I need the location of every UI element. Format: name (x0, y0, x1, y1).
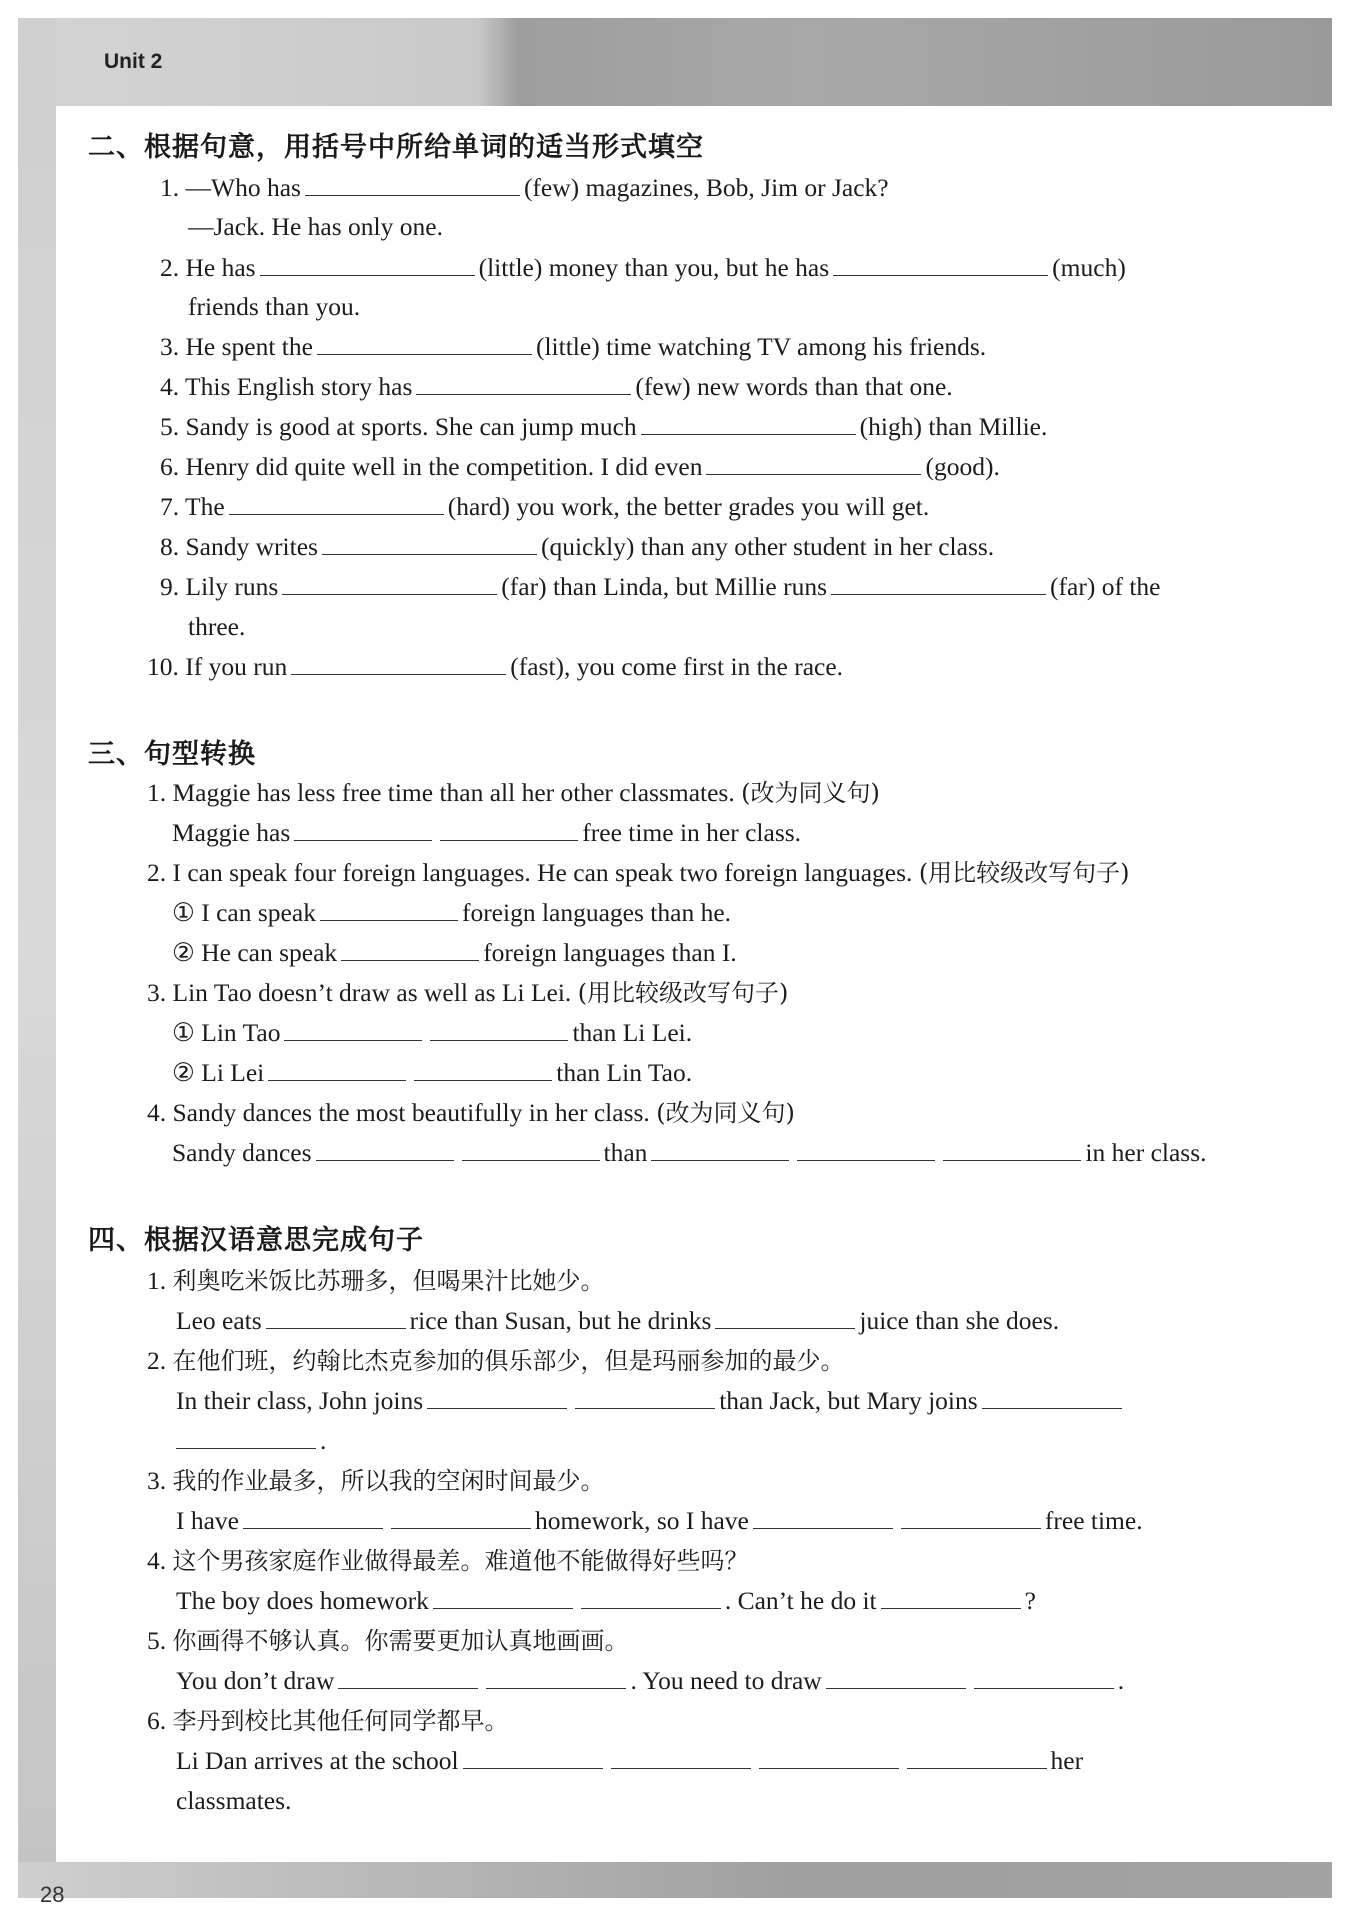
answer-blank[interactable] (291, 654, 506, 675)
s4-q2-answer: In their class, John joins than Jack, but Mary joins (176, 1388, 1126, 1414)
s2-q2: 2. He has (little) money than you, but he has (much) (160, 253, 1126, 282)
answer-blank[interactable] (641, 414, 856, 435)
answer-blank[interactable] (391, 1508, 531, 1529)
s4-q2-answer-cont: . (172, 1428, 326, 1454)
answer-blank[interactable] (338, 1668, 478, 1689)
s3-q4-answer: Sandy dances than in her class. (172, 1138, 1207, 1167)
answer-blank[interactable] (974, 1668, 1114, 1689)
s2-q5: 5. Sandy is good at sports. She can jump much (high) than Millie. (160, 412, 1048, 441)
s2-q4: 4. This English story has (few) new words than that one. (160, 372, 953, 401)
s3-q4: 4. Sandy dances the most beautifully in her class. (改为同义句) (147, 1098, 795, 1127)
answer-blank[interactable] (440, 820, 578, 841)
answer-blank[interactable] (433, 1588, 573, 1609)
s2-q10: 10. If you run (fast), you come first in the race. (147, 652, 844, 681)
s2-q1-reply: —Jack. He has only one. (188, 212, 443, 241)
s4-q4-answer: The boy does homework . Can’t he do it ? (176, 1586, 1036, 1615)
scan-frame-top (18, 18, 1332, 106)
s3-q3: 3. Lin Tao doesn’t draw as well as Li Lei. (用比较级改写句子) (147, 978, 789, 1007)
answer-blank[interactable] (243, 1508, 383, 1529)
s4-q2-prompt: 2. 在他们班，约翰比杰克参加的俱乐部少，但是玛丽参加的最少。 (147, 1346, 845, 1375)
s4-q6-cont: classmates. (176, 1786, 292, 1815)
answer-blank[interactable] (901, 1508, 1041, 1529)
s3-q1-answer: Maggie has free time in her class. (172, 818, 802, 847)
answer-blank[interactable] (322, 534, 537, 555)
answer-blank[interactable] (427, 1388, 567, 1409)
s3-q3-sub1: ① Lin Tao than Li Lei. (172, 1018, 693, 1047)
answer-blank[interactable] (715, 1308, 855, 1329)
answer-blank[interactable] (229, 494, 444, 515)
s4-q5-prompt: 5. 你画得不够认真。你需要更加认真地画画。 (147, 1626, 629, 1655)
s2-q8: 8. Sandy writes (quickly) than any other student in her class. (160, 532, 995, 561)
answer-blank[interactable] (651, 1140, 789, 1161)
s4-q6-prompt: 6. 李丹到校比其他任何同学都早。 (147, 1706, 509, 1735)
answer-blank[interactable] (753, 1508, 893, 1529)
s3-q2: 2. I can speak four foreign languages. He can speak two foreign languages. (用比较级改写句子) (147, 858, 1130, 887)
answer-blank[interactable] (414, 1060, 552, 1081)
answer-blank[interactable] (581, 1588, 721, 1609)
answer-blank[interactable] (611, 1748, 751, 1769)
answer-blank[interactable] (305, 175, 520, 196)
s4-q1-answer: Leo eats rice than Susan, but he drinks juice than she does. (176, 1306, 1060, 1335)
answer-blank[interactable] (260, 255, 475, 276)
answer-blank[interactable] (462, 1140, 600, 1161)
answer-blank[interactable] (176, 1428, 316, 1449)
s2-q1: 1. —Who has (few) magazines, Bob, Jim or Jack? (160, 173, 889, 202)
scan-frame-bottom (18, 1862, 1332, 1898)
s4-q6-answer: Li Dan arrives at the school her (176, 1746, 1084, 1775)
answer-blank[interactable] (268, 1060, 406, 1081)
answer-blank[interactable] (833, 255, 1048, 276)
answer-blank[interactable] (266, 1308, 406, 1329)
unit-label: Unit 2 (104, 50, 163, 73)
s4-q5-answer: You don’t draw . You need to draw . (176, 1666, 1125, 1695)
s3-q2-sub1: ① I can speak foreign languages than he. (172, 898, 732, 927)
s4-q1-prompt: 1. 利奥吃米饭比苏珊多，但喝果汁比她少。 (147, 1266, 605, 1295)
answer-blank[interactable] (907, 1748, 1047, 1769)
section-4-title: 四、根据汉语意思完成句子 (88, 1225, 424, 1256)
page-number: 28 (40, 1882, 65, 1907)
answer-blank[interactable] (430, 1020, 568, 1041)
s3-q3-sub2: ② Li Lei than Lin Tao. (172, 1058, 693, 1087)
s4-q3-prompt: 3. 我的作业最多，所以我的空闲时间最少。 (147, 1466, 605, 1495)
s2-q6: 6. Henry did quite well in the competition. I did even (good). (160, 452, 1000, 481)
answer-blank[interactable] (797, 1140, 935, 1161)
answer-blank[interactable] (982, 1388, 1122, 1409)
answer-blank[interactable] (317, 334, 532, 355)
answer-blank[interactable] (759, 1748, 899, 1769)
answer-blank[interactable] (316, 1140, 454, 1161)
s2-q7: 7. The (hard) you work, the better grades you will get. (160, 492, 930, 521)
answer-blank[interactable] (575, 1388, 715, 1409)
answer-blank[interactable] (284, 1020, 422, 1041)
s4-q3-answer: I have homework, so I have free time. (176, 1506, 1143, 1535)
answer-blank[interactable] (282, 574, 497, 595)
s2-q9-cont: three. (188, 612, 246, 641)
s2-q2-cont: friends than you. (188, 292, 361, 321)
scan-frame-left (18, 18, 56, 1876)
answer-blank[interactable] (881, 1588, 1021, 1609)
s4-q4-prompt: 4. 这个男孩家庭作业做得最差。难道他不能做得好些吗？ (147, 1546, 749, 1575)
s3-q1: 1. Maggie has less free time than all her other classmates. (改为同义句) (147, 778, 880, 807)
answer-blank[interactable] (341, 940, 479, 961)
section-2-title: 二、根据句意，用括号中所给单词的适当形式填空 (88, 132, 704, 163)
s2-q9: 9. Lily runs (far) than Linda, but Millie runs (far) of the (160, 572, 1161, 601)
answer-blank[interactable] (416, 374, 631, 395)
answer-blank[interactable] (706, 454, 921, 475)
s3-q2-sub2: ② He can speak foreign languages than I. (172, 938, 737, 967)
answer-blank[interactable] (486, 1668, 626, 1689)
answer-blank[interactable] (294, 820, 432, 841)
answer-blank[interactable] (943, 1140, 1081, 1161)
s2-q3: 3. He spent the (little) time watching TV among his friends. (160, 332, 987, 361)
answer-blank[interactable] (463, 1748, 603, 1769)
answer-blank[interactable] (826, 1668, 966, 1689)
answer-blank[interactable] (320, 900, 458, 921)
section-3-title: 三、句型转换 (88, 739, 256, 770)
answer-blank[interactable] (831, 574, 1046, 595)
